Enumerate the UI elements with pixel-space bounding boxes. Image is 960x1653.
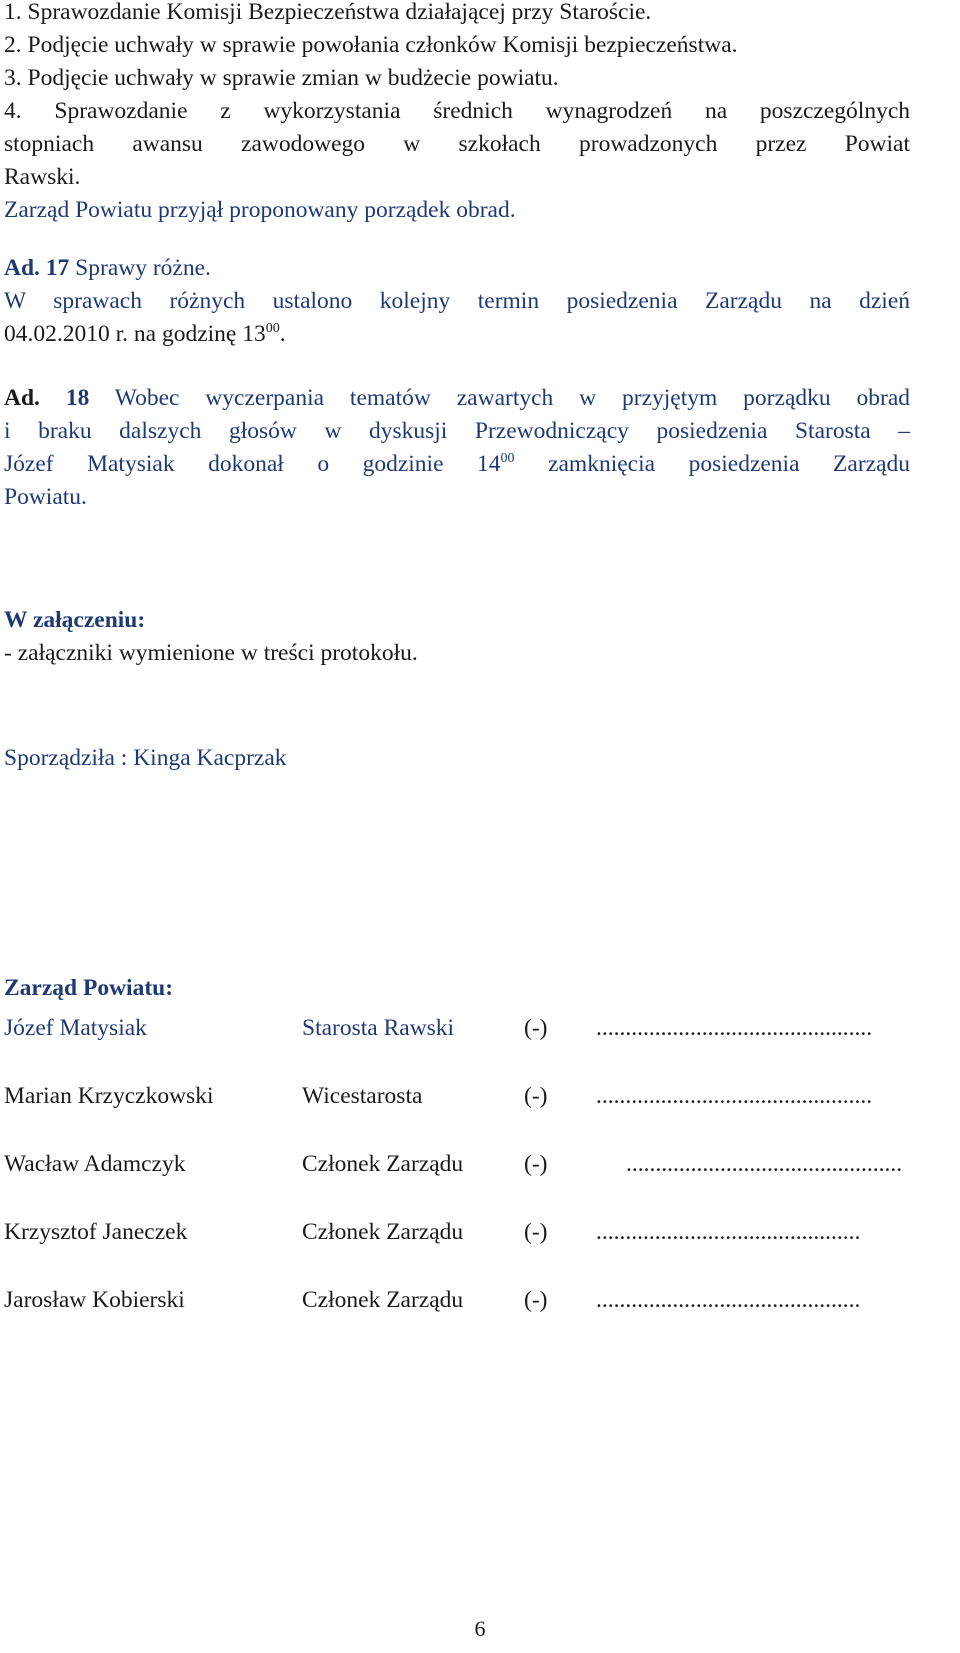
- board-member-row: [4, 1284, 910, 1317]
- member-name: Józef Matysiak: [4, 1015, 147, 1041]
- member-signature-mark: (-): [524, 1219, 548, 1245]
- member-name: Jarosław Kobierski: [4, 1287, 185, 1313]
- member-name: Wacław Adamczyk: [4, 1151, 186, 1177]
- section-ad-17: [4, 252, 910, 351]
- ad-18-line-2: i braku dalszych głosów w dyskusji Przewodniczący posiedzenia Starosta –: [4, 418, 910, 444]
- member-signature-dots: .............................................: [596, 1219, 861, 1245]
- attachments-section: [4, 604, 910, 670]
- member-signature-dots: ...............................................: [596, 1015, 873, 1041]
- ad-18-line-4: Powiatu.: [4, 484, 87, 510]
- ad-17-line-2: [4, 318, 910, 351]
- board-heading: Zarząd Powiatu:: [4, 975, 174, 1001]
- ad-18-text: Wobec wyczerpania tematów zawartych w przyjętym porządku obrad: [114, 385, 911, 411]
- member-signature-dots: .............................................: [596, 1287, 861, 1313]
- member-signature-dots: ...............................................: [596, 1083, 873, 1109]
- member-signature-mark: (-): [524, 1083, 548, 1109]
- member-role: Członek Zarządu: [302, 1151, 464, 1177]
- agenda-item-1: 1. Sprawozdanie Komisji Bezpieczeństwa działającej przy Staroście.: [4, 0, 652, 25]
- ad-17-minutes-sup: 00: [265, 321, 280, 337]
- agenda-accepted-note: Zarząd Powiatu przyjął proponowany porządek obrad.: [4, 197, 516, 223]
- agenda-item-4-line-3: Rawski.: [4, 164, 81, 190]
- attachments-item: - załączniki wymienione w treści protokołu.: [4, 640, 418, 666]
- member-role: Starosta Rawski: [302, 1015, 455, 1041]
- board-member-row: [4, 1216, 910, 1249]
- ad-18-line-3: [4, 448, 910, 481]
- ad-17-label: Ad.: [4, 255, 40, 281]
- prepared-by: Sporządziła : Kinga Kacprzak: [4, 745, 287, 771]
- ad-17-title: Sprawy różne.: [75, 255, 211, 281]
- member-name: Krzysztof Janeczek: [4, 1219, 188, 1245]
- board-member-row: [4, 1012, 910, 1045]
- member-signature-dots: ...............................................: [626, 1151, 903, 1177]
- attachments-heading: W załączeniu:: [4, 607, 146, 633]
- ad-17-line-1: W sprawach różnych ustalono kolejny termin posiedzenia Zarządu na dzień: [4, 288, 910, 314]
- agenda-item-4-line-2: stopniach awansu zawodowego w szkołach prowadzonych przez Powiat: [4, 131, 910, 157]
- member-signature-mark: (-): [524, 1015, 548, 1041]
- ad-18-number: 18: [65, 385, 90, 411]
- ad-18-line-1: [4, 382, 910, 415]
- agenda-item-2: 2. Podjęcie uchwały w sprawie powołania członków Komisji bezpieczeństwa.: [4, 32, 738, 58]
- ad-17-period: .: [279, 321, 286, 347]
- board-member-row: [4, 1080, 910, 1113]
- member-signature-mark: (-): [524, 1287, 548, 1313]
- board-member-row: [4, 1148, 910, 1181]
- page-number: 6: [474, 1616, 486, 1641]
- agenda-list: [4, 0, 910, 227]
- ad-18-label: Ad.: [4, 385, 40, 411]
- member-signature-mark: (-): [524, 1151, 548, 1177]
- ad-17-date-time: 04.02.2010 r. na godzinę 13: [4, 321, 266, 347]
- agenda-item-3: 3. Podjęcie uchwały w sprawie zmian w budżecie powiatu.: [4, 65, 559, 91]
- ad-17-heading: [4, 252, 910, 285]
- ad-18-line-3-prefix: Józef Matysiak dokonał o godzinie 14: [4, 451, 501, 477]
- ad-17-number: 17: [45, 255, 70, 281]
- member-role: Wicestarosta: [302, 1083, 423, 1109]
- ad-18-line-3-suffix: zamknięcia posiedzenia Zarządu: [514, 451, 911, 477]
- ad-18-minutes-sup: 00: [500, 451, 515, 467]
- member-role: Członek Zarządu: [302, 1219, 464, 1245]
- section-ad-18: [4, 382, 910, 514]
- member-role: Członek Zarządu: [302, 1287, 464, 1313]
- agenda-item-4-line-1: 4. Sprawozdanie z wykorzystania średnich wynagrodzeń na poszczególnych: [4, 98, 910, 124]
- member-name: Marian Krzyczkowski: [4, 1083, 214, 1109]
